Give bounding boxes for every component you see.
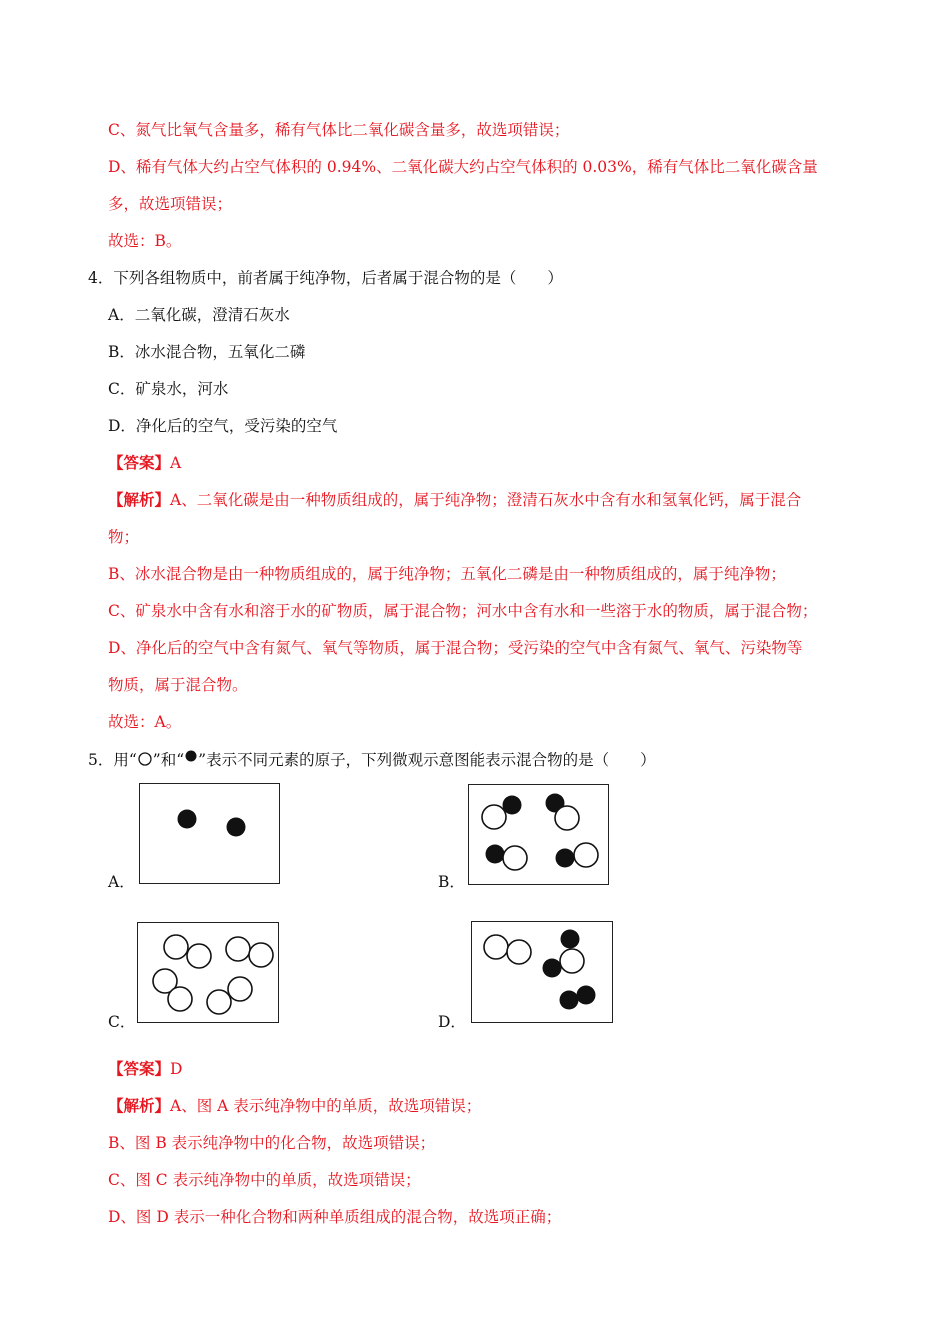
q5-diagram-b — [468, 784, 609, 885]
black-atom — [486, 845, 505, 864]
q5-stem-pre: 5．用“ — [88, 751, 137, 769]
q4-analysis-c: C、矿泉水中含有水和溶于水的矿物质，属于混合物；河水中含有水和一些溶于水的物质，属于混合物； — [108, 602, 818, 620]
white-atom — [168, 987, 192, 1011]
q4-analysis-a-line2: 物； — [108, 528, 140, 546]
q5-answer-value: D — [170, 1060, 183, 1078]
q4-answer-value: A — [170, 454, 182, 472]
black-atom — [556, 849, 575, 868]
q5-option-d-label: D． — [438, 1013, 466, 1031]
q5-diagram-a-svg — [140, 784, 281, 885]
q4-choice: 故选：A。 — [108, 713, 182, 731]
q5-diagram-a — [139, 783, 280, 884]
q4-analysis-d-line1: D、净化后的空气中含有氮气、氧气等物质，属于混合物；受污染的空气中含有氮气、氧气、污染物等 — [108, 639, 803, 657]
black-atom — [560, 991, 579, 1010]
q5-diagram-d-svg — [472, 922, 614, 1024]
q5-stem-mid: ”和“ — [152, 751, 185, 769]
black-atom-icon — [184, 749, 198, 763]
q5-answer — [108, 1059, 182, 1079]
white-atom — [560, 949, 584, 973]
q4-analysis-b: B、冰水混合物是由一种物质组成的，属于纯净物；五氧化二磷是由一种物质组成的，属于纯净物； — [108, 565, 786, 583]
q5-option-a-label: A． — [108, 873, 135, 891]
white-atom — [503, 846, 527, 870]
q5-analysis-a: A、图 A 表示纯净物中的单质，故选项错误； — [170, 1097, 482, 1115]
black-atom — [577, 986, 596, 1005]
q5-analysis-d: D、图 D 表示一种化合物和两种单质组成的混合物，故选项正确； — [108, 1208, 562, 1226]
white-atom — [482, 805, 506, 829]
q3-analysis-d-line2: 多，故选项错误； — [108, 195, 233, 213]
white-atom — [507, 940, 531, 964]
white-atom — [249, 943, 273, 967]
q5-answer-tag: 【答案】 — [108, 1059, 171, 1078]
q4-analysis-d-line2: 物质，属于混合物。 — [108, 676, 248, 694]
q3-choice: 故选：B。 — [108, 232, 182, 250]
q3-analysis-c: C、氮气比氧气含量多，稀有气体比二氧化碳含量多，故选项错误； — [108, 121, 570, 139]
q5-stem-post: ”表示不同元素的原子，下列微观示意图能表示混合物的是（ ） — [198, 751, 656, 769]
q4-option-c: C．矿泉水，河水 — [108, 380, 229, 398]
q4-analysis-a-line1 — [108, 490, 801, 510]
q5-option-c-label: C． — [108, 1013, 136, 1031]
q4-option-a: A．二氧化碳，澄清石灰水 — [108, 306, 290, 324]
white-atom — [187, 944, 211, 968]
q4-answer-tag: 【答案】 — [108, 453, 171, 472]
white-atom — [484, 935, 508, 959]
q5-analysis-b: B、图 B 表示纯净物中的化合物，故选项错误； — [108, 1134, 436, 1152]
black-atom — [178, 810, 197, 829]
q5-analysis-tag: 【解析】 — [108, 1096, 171, 1115]
q4-option-b: B．冰水混合物，五氧化二磷 — [108, 343, 306, 361]
white-atom — [574, 843, 598, 867]
q5-analysis-a-line — [108, 1096, 481, 1116]
q5-diagram-c-svg — [138, 923, 280, 1024]
black-atom — [543, 959, 562, 978]
white-atom — [207, 990, 231, 1014]
q5-option-b-label: B． — [438, 873, 465, 891]
white-atom — [226, 937, 250, 961]
q3-analysis-d-line1: D、稀有气体大约占空气体积的 0.94%、二氧化碳大约占空气体积的 0.03%，稀有气体比二氧化碳含量 — [108, 158, 818, 176]
white-atom-icon — [137, 751, 153, 767]
q4-analysis-a-text: A、二氧化碳是由一种物质组成的，属于纯净物；澄清石灰水中含有水和氢氧化钙，属于混合 — [170, 491, 802, 509]
q4-stem: 4．下列各组物质中，前者属于纯净物，后者属于混合物的是（ ） — [88, 269, 563, 287]
q5-diagram-c — [137, 922, 279, 1023]
white-atom — [228, 977, 252, 1001]
q5-stem — [88, 749, 656, 770]
q4-option-d: D．净化后的空气，受污染的空气 — [108, 417, 338, 435]
q4-analysis-tag: 【解析】 — [108, 490, 171, 509]
black-atom — [227, 818, 246, 837]
white-atom — [164, 935, 188, 959]
q5-diagram-d — [471, 921, 613, 1023]
q4-answer — [108, 453, 181, 473]
q5-analysis-c: C、图 C 表示纯净物中的单质，故选项错误； — [108, 1171, 421, 1189]
white-atom — [555, 806, 579, 830]
black-atom — [561, 930, 580, 949]
q5-diagram-b-svg — [469, 785, 610, 886]
